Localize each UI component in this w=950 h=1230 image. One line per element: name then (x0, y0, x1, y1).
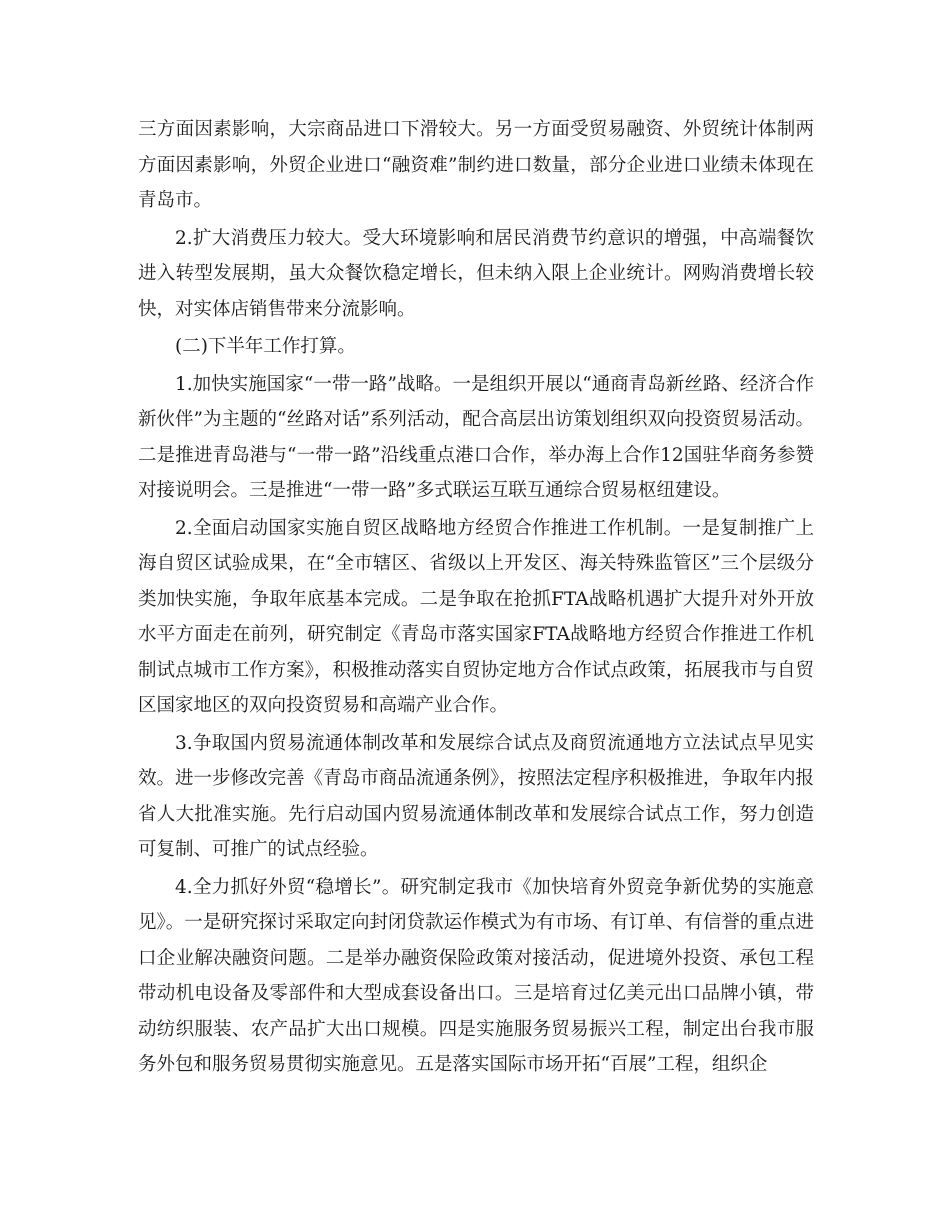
paragraph-continuation: 三方面因素影响，大宗商品进口下滑较大。另一方面受贸易融资、外贸统计体制两方面因素影响，外贸企业进口“融资难”制约进口数量，部分企业进口业绩未体现在青岛市。 (138, 119, 814, 211)
section-heading-second-half-plan: (二)下半年工作打算。 (175, 336, 356, 357)
paragraph-belt-and-road: 1.加快实施国家“一带一路”战略。一是组织开展以“通商青岛新丝路、经济合作新伙伴”为主题的“丝路对话”系列活动，配合高层出访策划组织双向投资贸易活动。二是推进青岛港与“一带一路”沿线重点港口合作，举办海上合作12国驻华商务参赞对接说明会。三是推进“一带一路”多式联运互联互通综合贸易枢纽建设。 (138, 373, 814, 501)
paragraph-consumption-pressure: 2.扩大消费压力较大。受大环境影响和居民消费节约意识的增强，中高端餐饮进入转型发展期，虽大众餐饮稳定增长，但未纳入限上企业统计。网购消费增长较快，对实体店销售带来分流影响。 (138, 227, 814, 320)
paragraph-foreign-trade-growth: 4.全力抓好外贸“稳增长”。研究制定我市《加快培育外贸竞争新优势的实施意见》。一是研究探讨采取定向封闭贷款运作模式为有市场、有订单、有信誉的重点进口企业解决融资问题。二是举办融资保险政策对接活动，促进境外投资、承包工程带动机电设备及零部件和大型成套设备出口。三是培育过亿美元出口品牌小镇，带动纺织服装、农产品扩大出口规模。四是实施服务贸易振兴工程，制定出台我市服务外包和服务贸易贯彻实施意见。五是落实国际市场开拓“百展”工程，组织企 (138, 876, 814, 1075)
document-body (138, 112, 814, 1085)
paragraph-free-trade-zone: 2.全面启动国家实施自贸区战略地方经贸合作推进工作机制。一是复制推广上海自贸区试验成果，在“全市辖区、省级以上开发区、海关特殊监管区”三个层级分类加快实施，争取年底基本完成。二是争取在抢抓FTA战略机遇扩大提升对外开放水平方面走在前列，研究制定《青岛市落实国家FTA战略地方经贸合作推进工作机制试点城市工作方案》，积极推动落实自贸协定地方合作试点政策，拓展我市与自贸区国家地区的双向投资贸易和高端产业合作。 (138, 517, 814, 716)
paragraph-domestic-trade-reform: 3.争取国内贸易流通体制改革和发展综合试点及商贸流通地方立法试点早见实效。进一步修改完善《青岛市商品流通条例》，按照法定程序积极推进，争取年内报省人大批准实施。先行启动国内贸易流通体制改革和发展综合试点工作，努力创造可复制、可推广的试点经验。 (138, 732, 814, 860)
